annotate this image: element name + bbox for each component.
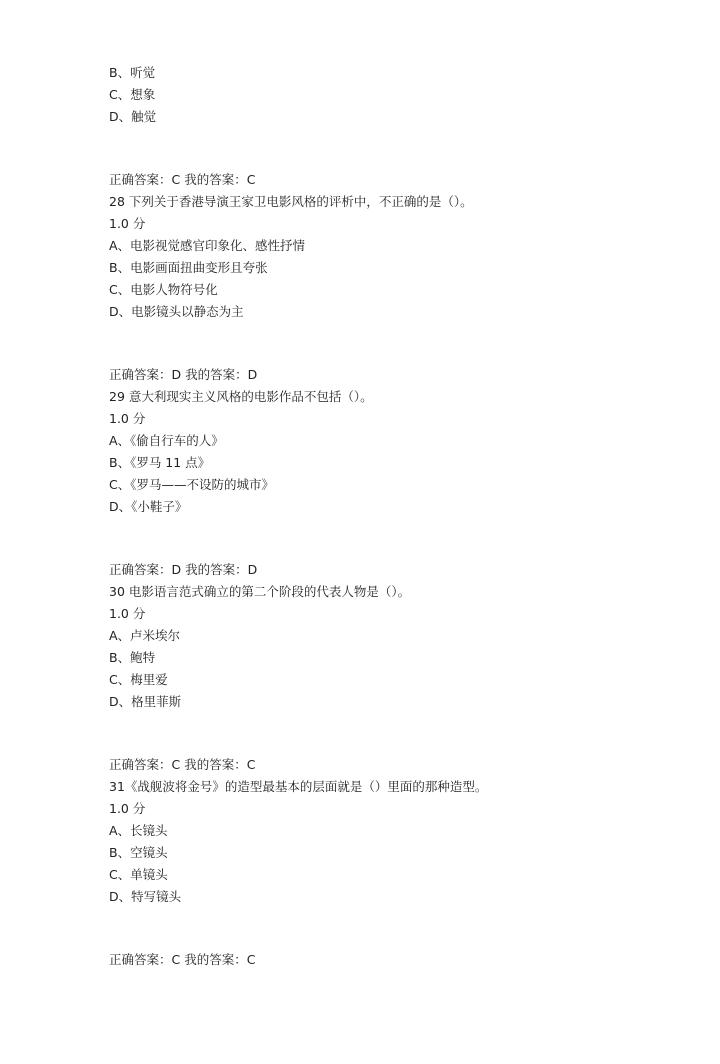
question-28-option-b: B、电影画面扭曲变形且夸张 bbox=[109, 260, 268, 275]
question-29-answer: 正确答案：D 我的答案：D bbox=[109, 562, 258, 577]
question-29-option-c: C、《罗马——不设防的城市》 bbox=[109, 477, 274, 492]
question-28-option-d: D、电影镜头以静态为主 bbox=[109, 304, 244, 319]
prev-option-b: B、听觉 bbox=[109, 65, 156, 80]
question-30-answer: 正确答案：C 我的答案：C bbox=[109, 757, 256, 772]
question-28: 28 下列关于香港导演王家卫电影风格的评析中，不正确的是（）。 bbox=[109, 194, 473, 209]
question-29-option-b: B、《罗马 11 点》 bbox=[109, 455, 211, 470]
prev-answer: 正确答案：C 我的答案：C bbox=[109, 172, 256, 187]
question-30-option-a: A、卢米埃尔 bbox=[109, 628, 181, 643]
question-28-score: 1.0 分 bbox=[109, 216, 146, 231]
question-30: 30 电影语言范式确立的第二个阶段的代表人物是（）。 bbox=[109, 584, 411, 599]
question-28-option-c: C、电影人物符号化 bbox=[109, 282, 218, 297]
question-30-option-c: C、梅里爱 bbox=[109, 672, 168, 687]
question-28-answer: 正确答案：D 我的答案：D bbox=[109, 367, 258, 382]
question-31-option-c: C、单镜头 bbox=[109, 867, 168, 882]
question-29-option-a: A、《偷自行车的人》 bbox=[109, 433, 224, 448]
prev-option-c: C、想象 bbox=[109, 87, 156, 102]
question-29-option-d: D、《小鞋子》 bbox=[109, 499, 188, 514]
question-31: 31《战舰波将金号》的造型最基本的层面就是（）里面的那种造型。 bbox=[109, 779, 488, 794]
question-31-answer: 正确答案：C 我的答案：C bbox=[109, 952, 256, 967]
question-30-option-b: B、鲍特 bbox=[109, 650, 156, 665]
question-29-score: 1.0 分 bbox=[109, 411, 146, 426]
quiz-document bbox=[109, 62, 669, 971]
question-31-score: 1.0 分 bbox=[109, 801, 146, 816]
question-30-option-d: D、格里菲斯 bbox=[109, 694, 182, 709]
question-31-option-b: B、空镜头 bbox=[109, 845, 168, 860]
question-31-option-d: D、特写镜头 bbox=[109, 889, 182, 904]
question-28-option-a: A、电影视觉感官印象化、感性抒情 bbox=[109, 238, 306, 253]
question-29: 29 意大利现实主义风格的电影作品不包括（）。 bbox=[109, 389, 373, 404]
prev-option-d: D、触觉 bbox=[109, 109, 157, 124]
question-31-option-a: A、长镜头 bbox=[109, 823, 168, 838]
question-30-score: 1.0 分 bbox=[109, 606, 146, 621]
